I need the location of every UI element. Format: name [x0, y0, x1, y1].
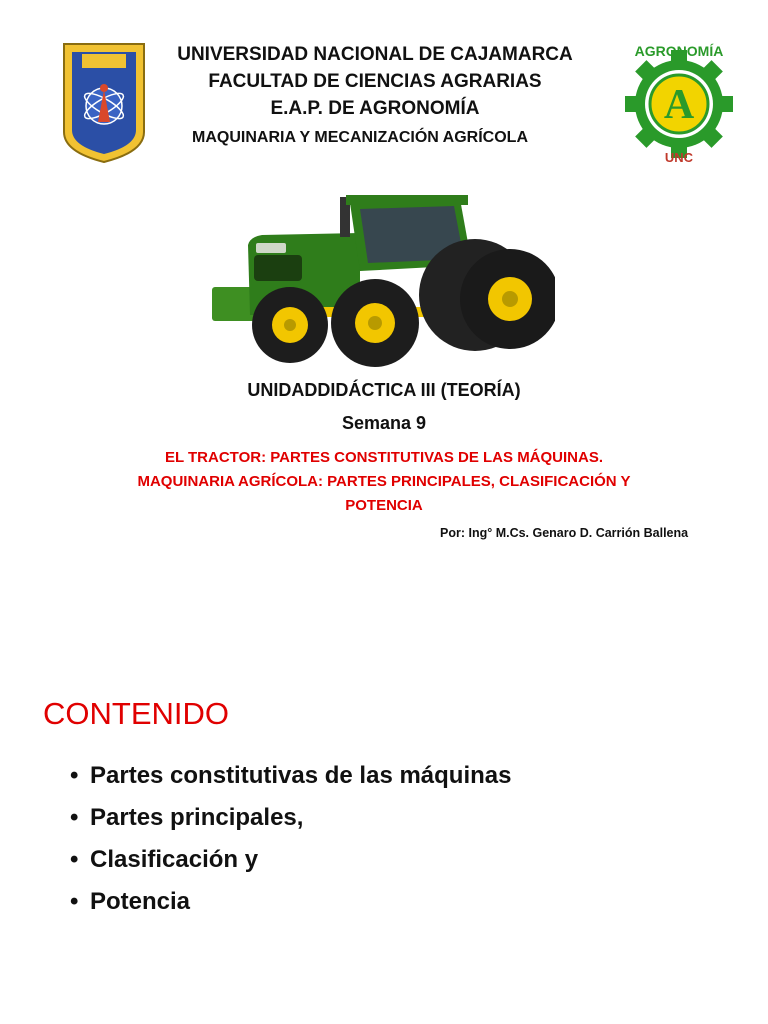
- topic-line-2: MAQUINARIA AGRÍCOLA: PARTES PRINCIPALES, CLASIFICACIÓN Y: [137, 473, 631, 490]
- list-item: [70, 800, 512, 842]
- week-label: Semana 9: [341, 413, 427, 433]
- university-name: UNIVERSIDAD NACIONAL DE CAJAMARCA: [177, 44, 573, 65]
- course-name: MAQUINARIA Y MECANIZACIÓN AGRÍCOLA: [192, 129, 528, 146]
- agronomia-ring-text: AGRONOMÍA: [634, 43, 724, 59]
- topic-line-1: EL TRACTOR: PARTES CONSTITUTIVAS DE LAS MÁQUINAS.: [164, 449, 604, 466]
- bullet-icon: •: [70, 804, 79, 831]
- bullet-icon: •: [70, 846, 79, 873]
- unit-title: UNIDADDIDÁCTICA III (TEORÍA): [247, 380, 521, 400]
- list-item-label: Partes constitutivas de las máquinas: [90, 762, 512, 789]
- tractor-image: [210, 175, 555, 370]
- agronomia-gear-logo: [624, 36, 734, 166]
- school-name: E.A.P. DE AGRONOMÍA: [270, 98, 480, 119]
- contents-title: CONTENIDO: [43, 696, 229, 731]
- author-credit: Por: Ing° M.Cs. Genaro D. Carrión Ballena: [440, 526, 689, 540]
- contents-slide: [0, 580, 768, 1024]
- university-seal-logo: [60, 40, 148, 164]
- topic-line-3: POTENCIA: [345, 497, 423, 514]
- contents-list: [70, 758, 512, 926]
- bullet-icon: •: [70, 888, 79, 915]
- list-item-label: Partes principales,: [90, 804, 304, 831]
- agronomia-letter: A: [663, 82, 695, 128]
- agronomia-unc-text: UNC: [664, 150, 694, 165]
- list-item-label: Clasificación y: [90, 846, 259, 873]
- list-item: [70, 758, 512, 800]
- faculty-name: FACULTAD DE CIENCIAS AGRARIAS: [208, 71, 542, 92]
- list-item: [70, 884, 512, 926]
- list-item-label: Potencia: [90, 888, 191, 915]
- list-item: [70, 842, 512, 884]
- bullet-icon: •: [70, 762, 79, 789]
